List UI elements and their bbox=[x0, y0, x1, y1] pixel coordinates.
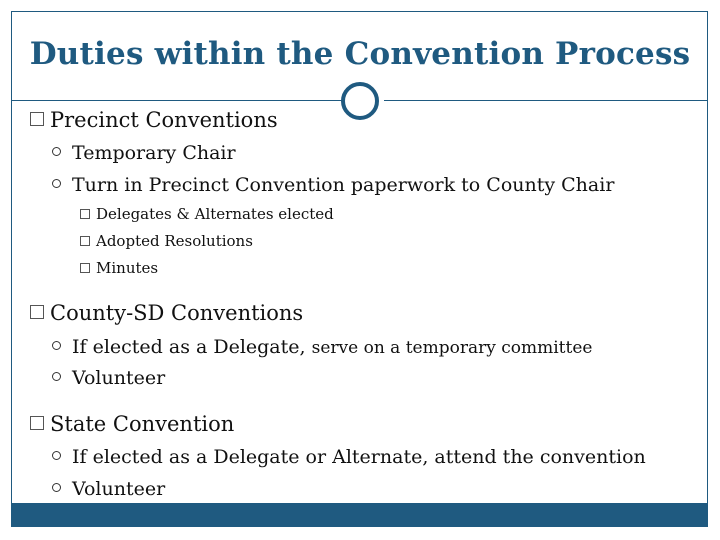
box-bullet-icon bbox=[30, 305, 44, 319]
ring-bullet-icon bbox=[52, 451, 61, 460]
section-heading-state: State Convention bbox=[30, 412, 234, 436]
divider-circle-icon bbox=[341, 82, 379, 120]
list-item: Volunteer bbox=[52, 478, 165, 500]
footer-bar bbox=[11, 503, 708, 527]
section-heading-precinct: Precinct Conventions bbox=[30, 108, 278, 132]
section-heading-county: County-SD Conventions bbox=[30, 301, 303, 325]
list-item: Turn in Precinct Convention paperwork to County Chair bbox=[52, 174, 614, 196]
list-item: If elected as a Delegate or Alternate, attend the convention bbox=[52, 446, 646, 468]
title-divider-left bbox=[11, 100, 344, 101]
list-item: If elected as a Delegate, serve on a temporary committee bbox=[52, 336, 592, 358]
sub-list-item: Delegates & Alternates elected bbox=[80, 205, 334, 223]
box-bullet-icon bbox=[30, 112, 44, 126]
list-item: Temporary Chair bbox=[52, 142, 236, 164]
box-bullet-icon bbox=[30, 416, 44, 430]
ring-bullet-icon bbox=[52, 147, 61, 156]
sub-list-item: Minutes bbox=[80, 259, 158, 277]
ring-bullet-icon bbox=[52, 179, 61, 188]
ring-bullet-icon bbox=[52, 372, 61, 381]
list-item: Volunteer bbox=[52, 367, 165, 389]
slide-title: Duties within the Convention Process bbox=[29, 36, 691, 72]
ring-bullet-icon bbox=[52, 483, 61, 492]
ring-bullet-icon bbox=[52, 341, 61, 350]
sub-list-item: Adopted Resolutions bbox=[80, 232, 253, 250]
box-bullet-icon bbox=[80, 236, 90, 246]
title-divider-right bbox=[384, 100, 708, 101]
box-bullet-icon bbox=[80, 263, 90, 273]
box-bullet-icon bbox=[80, 209, 90, 219]
